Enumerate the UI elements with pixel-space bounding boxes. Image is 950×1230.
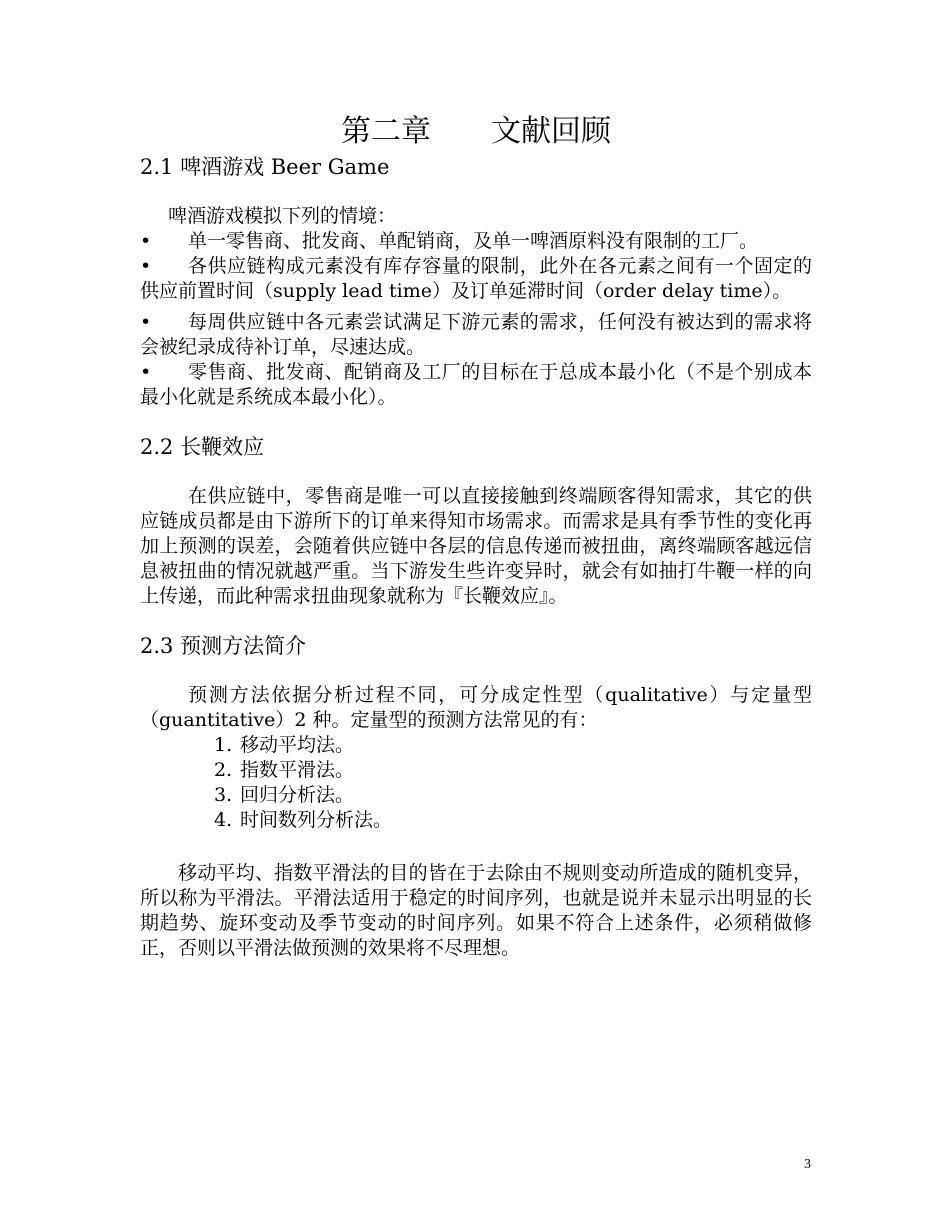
bullet-item <box>140 360 812 410</box>
bullet-item <box>140 254 812 304</box>
bullet-text: 各供应链构成元素没有库存容量的限制，此外在各元素之间有一个固定的供应前置时间（supply lead time）及订单延滞时间（order delay time）。 <box>140 255 812 302</box>
list-text: 时间数列分析法。 <box>240 809 393 831</box>
bullet-text: 每周供应链中各元素尝试满足下游元素的需求，任何没有被达到的需求将会被纪录成待补订单，尽速达成。 <box>140 311 812 358</box>
beer-game-intro: 啤酒游戏模拟下列的情境： <box>168 205 397 227</box>
list-text: 移动平均法。 <box>240 734 355 756</box>
bullet-symbol: • <box>140 230 152 252</box>
section-heading-2-3: 2.3 预测方法简介 <box>140 634 307 658</box>
chapter-title: 第二章 文献回顾 <box>341 114 611 149</box>
bullet-item <box>140 310 812 360</box>
bullet-symbol: • <box>140 255 152 277</box>
spacer <box>140 410 812 432</box>
section-heading-2-1: 2.1 啤酒游戏 Beer Game <box>140 155 390 179</box>
spacer <box>140 182 812 204</box>
forecast-paragraph: 预测方法依据分析过程不同，可分成定性型（qualitative）与定量型（guantitative）2 种。定量型的预测方法常见的有： <box>140 684 812 731</box>
list-item <box>214 808 812 833</box>
section-heading-2-2: 2.2 长鞭效应 <box>140 435 265 459</box>
spacer <box>140 462 812 484</box>
bullet-item <box>140 229 812 254</box>
smoothing-paragraph: 移动平均、指数平滑法的目的皆在于去除由不规则变动所造成的随机变异，所以称为平滑法。平滑法适用于稳定的时间序列，也就是说并未显示出明显的长期趋势、旋环变动及季节变动的时间序列。如果不符合上述条件，必须稍做修正，否则以平滑法做预测的效果将不尽理想。 <box>140 862 812 959</box>
bullet-symbol: • <box>140 311 152 333</box>
list-number: 1. <box>214 734 233 756</box>
bullet-text: 零售商、批发商、配销商及工厂的目标在于总成本最小化（不是个别成本最小化就是系统成本最小化）。 <box>140 361 812 408</box>
bullet-symbol: • <box>140 361 152 383</box>
spacer <box>140 833 812 861</box>
page-number: 3 <box>804 1157 811 1172</box>
list-item <box>214 783 812 808</box>
page-content <box>140 112 812 961</box>
list-number: 2. <box>214 759 233 781</box>
spacer <box>140 661 812 683</box>
list-number: 4. <box>214 809 233 831</box>
bullwhip-paragraph: 在供应链中，零售商是唯一可以直接接触到终端顾客得知需求，其它的供应链成员都是由下游所下的订单来得知市场需求。而需求是具有季节性的变化再加上预测的误差，会随着供应链中各层的信息传递而被扭曲，离终端顾客越远信息被扭曲的情况就越严重。当下游发生些许变异时，就会有如抽打牛鞭一样的向上传递，而此种需求扭曲现象就称为『长鞭效应』。 <box>140 485 812 607</box>
list-item <box>214 758 812 783</box>
list-text: 指数平滑法。 <box>240 759 355 781</box>
list-text: 回归分析法。 <box>240 784 355 806</box>
spacer <box>140 609 812 631</box>
list-item <box>214 733 812 758</box>
list-number: 3. <box>214 784 233 806</box>
bullet-text: 单一零售商、批发商、单配销商，及单一啤酒原料没有限制的工厂。 <box>188 230 759 252</box>
forecast-method-list <box>140 733 812 833</box>
